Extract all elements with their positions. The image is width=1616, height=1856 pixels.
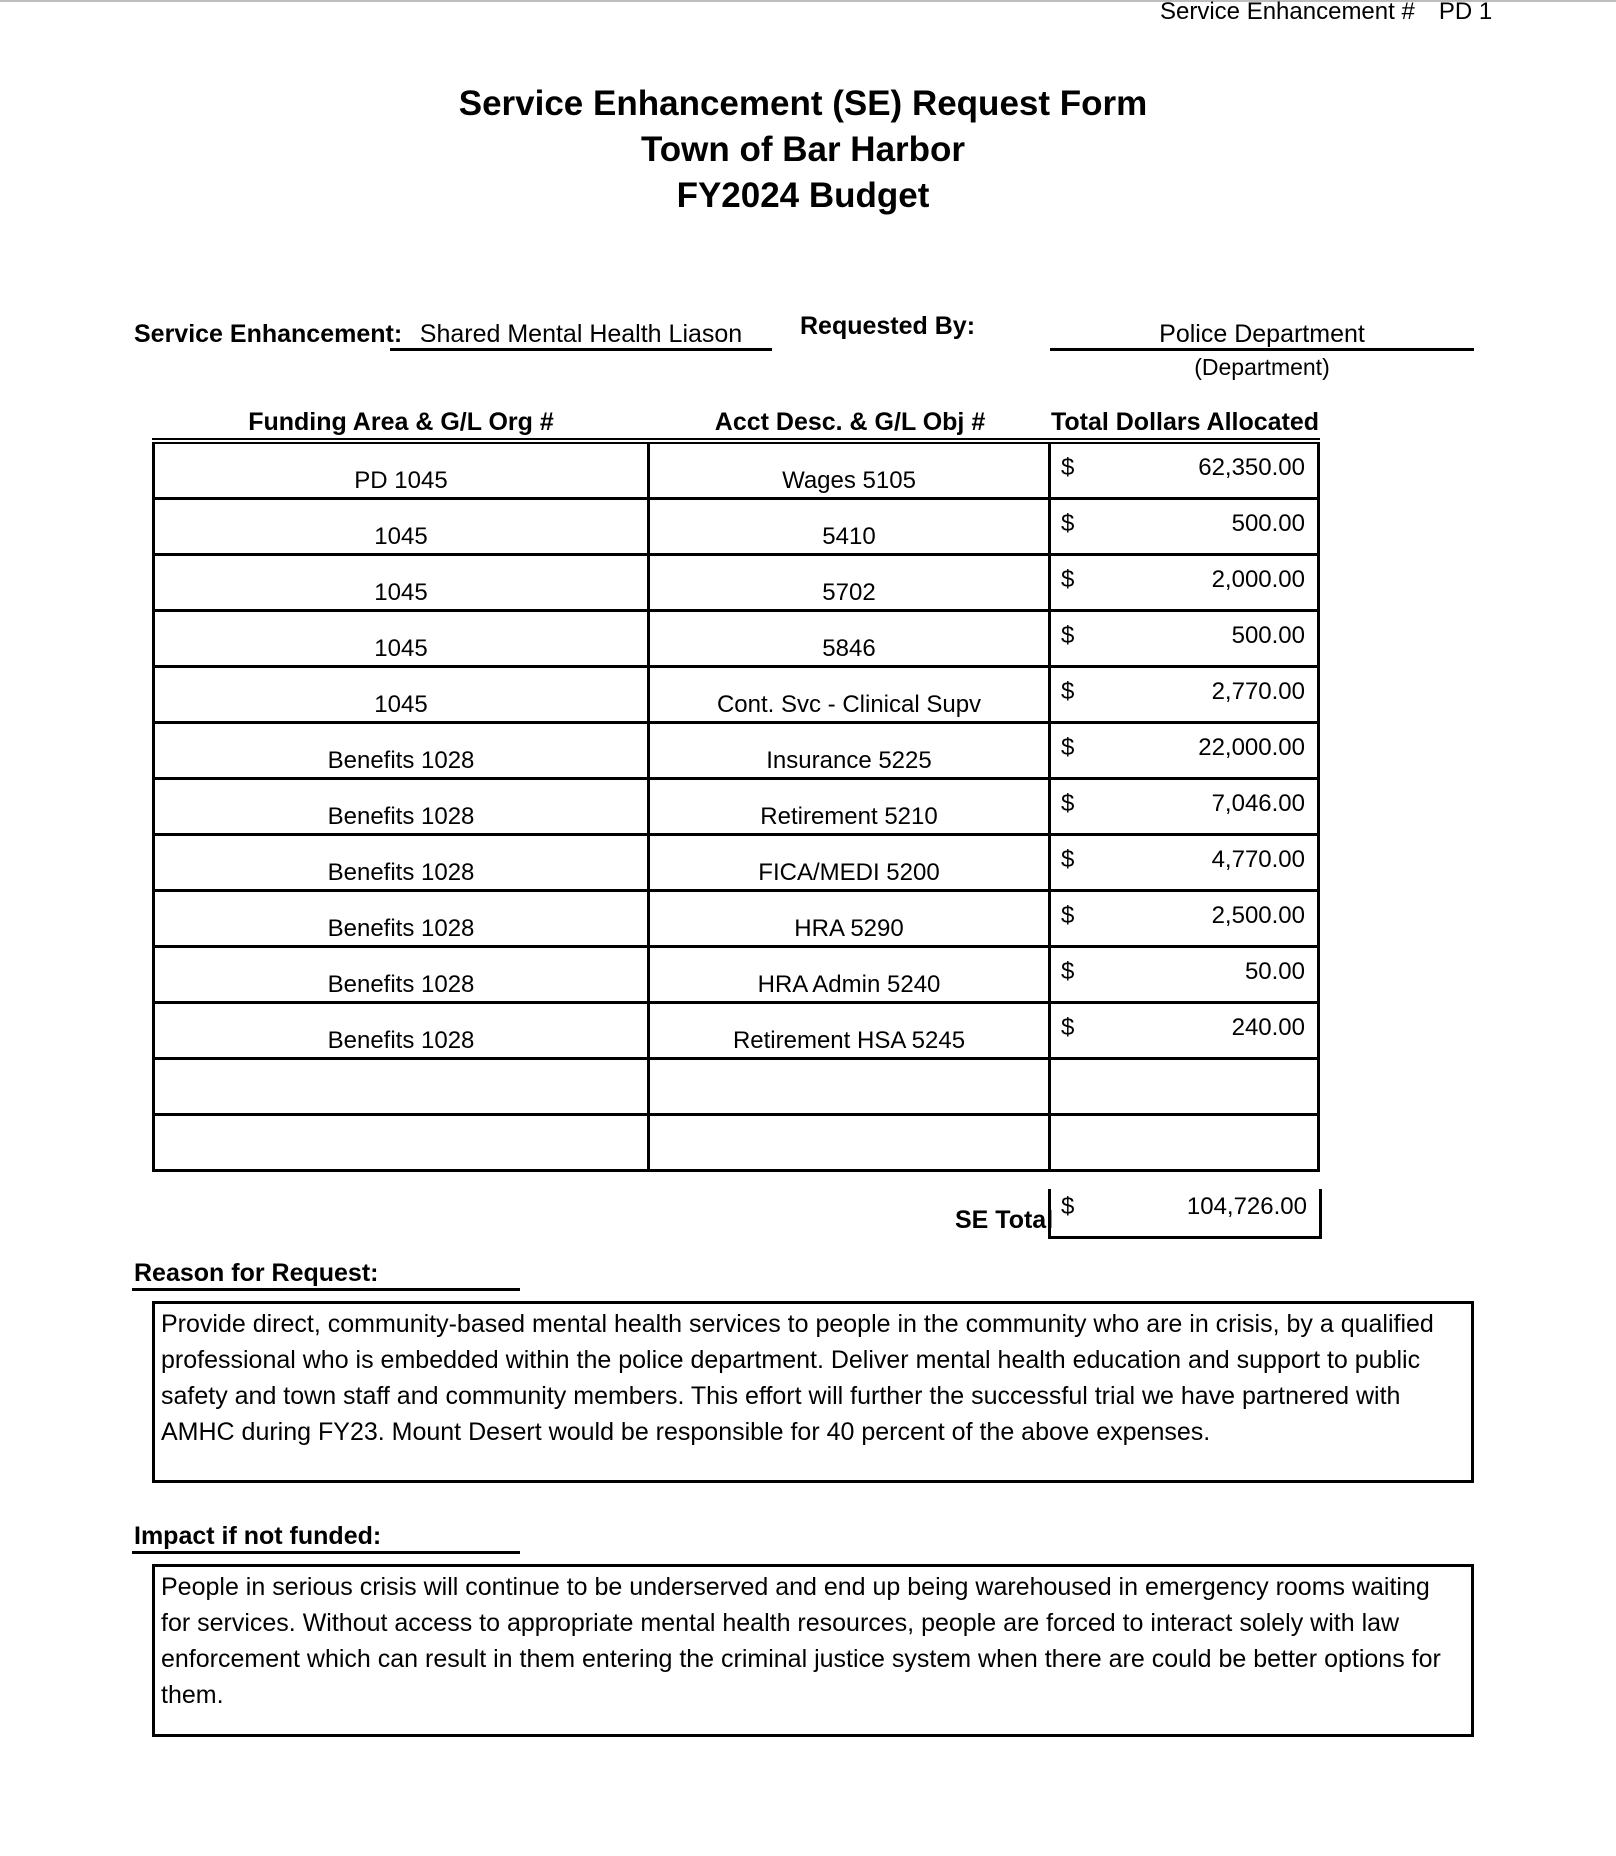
amount-value: 50.00 [1244,958,1305,985]
amount-cell [1050,723,1319,779]
table-row [154,835,1319,891]
table-row [154,723,1319,779]
funding-area-cell [154,1115,649,1171]
department-caption: (Department) [1194,354,1330,380]
table-row [154,1003,1319,1059]
se-total-label: SE Total [955,1206,1054,1234]
reason-label-underline [132,1288,520,1291]
amount-cell [1050,835,1319,891]
acct-desc-cell: Wages 5105 [649,441,1050,499]
reason-label: Reason for Request: [134,1259,379,1287]
currency-symbol: $ [1061,1014,1075,1041]
amount-cell [1050,779,1319,835]
budget-table [152,438,1320,1172]
amount-cell [1050,1115,1319,1171]
amount-value: 2,770.00 [1211,678,1305,705]
acct-desc-cell [649,1115,1050,1171]
funding-area-cell: 1045 [154,499,649,555]
table-row [154,441,1319,499]
currency-symbol: $ [1061,846,1075,873]
requested-by-label: Requested By: [800,312,976,340]
currency-symbol: $ [1061,734,1075,761]
acct-desc-cell: HRA 5290 [649,891,1050,947]
funding-area-cell [154,1059,649,1115]
amount-cell [1050,667,1319,723]
funding-area-cell: Benefits 1028 [154,835,649,891]
table-row [154,555,1319,611]
amount-cell [1050,611,1319,667]
col-header-total-dollars: Total Dollars Allocated [1050,408,1320,436]
amount-value: 500.00 [1231,622,1305,649]
currency-symbol: $ [1061,902,1075,929]
amount-value: 2,000.00 [1211,566,1305,593]
acct-desc-cell: FICA/MEDI 5200 [649,835,1050,891]
funding-area-cell: Benefits 1028 [154,723,649,779]
se-number [1160,0,1492,26]
funding-area-cell: Benefits 1028 [154,1003,649,1059]
impact-label-underline [132,1551,520,1554]
amount-value: 240.00 [1231,1014,1305,1041]
currency-symbol: $ [1061,622,1075,649]
currency-symbol: $ [1061,958,1075,985]
currency-symbol: $ [1061,790,1075,817]
se-number-value: PD 1 [1438,0,1493,25]
funding-area-cell: Benefits 1028 [154,779,649,835]
amount-value: 4,770.00 [1211,846,1305,873]
service-enhancement-underline [390,348,772,351]
service-enhancement-value: Shared Mental Health Liason [419,320,743,348]
amount-cell [1050,891,1319,947]
table-row [154,947,1319,1003]
funding-area-cell: Benefits 1028 [154,891,649,947]
amount-cell [1050,1059,1319,1115]
currency-symbol: $ [1061,566,1075,593]
funding-area-cell: 1045 [154,555,649,611]
table-row [154,891,1319,947]
service-enhancement-label: Service Enhancement: [134,320,403,348]
amount-value: 22,000.00 [1198,734,1305,761]
currency-symbol: $ [1061,1193,1075,1220]
town-name: Town of Bar Harbor [640,130,966,169]
table-row [154,779,1319,835]
impact-text-box: People in serious crisis will continue to be underserved and end up being warehoused in emergency rooms waiting for services. Without access to appropriate mental health resources, people are forced to interact solely with law enforcement which can result in them entering the criminal justice system when there are could be better options for them. [152,1564,1474,1737]
reason-text-box: Provide direct, community-based mental health services to people in the community who are in crisis, by a qualified professional who is embedded within the police department. Deliver mental health education and support to public safety and town staff and community members. This effort will further the successful trial we have partnered with AMHC during FY23. Mount Desert would be responsible for 40 percent of the above expenses. [152,1301,1474,1483]
amount-cell [1050,947,1319,1003]
amount-value: 62,350.00 [1198,454,1305,481]
table-row [154,667,1319,723]
amount-cell [1050,555,1319,611]
requested-by-underline [1050,348,1474,351]
amount-value: 2,500.00 [1211,902,1305,929]
acct-desc-cell: 5846 [649,611,1050,667]
funding-area-cell: Benefits 1028 [154,947,649,1003]
amount-value: 7,046.00 [1211,790,1305,817]
funding-area-cell: 1045 [154,611,649,667]
amount-cell [1050,499,1319,555]
funding-area-cell: PD 1045 [154,441,649,499]
form-title: Service Enhancement (SE) Request Form [458,84,1148,123]
se-total-cell [1048,1189,1322,1239]
se-total-amount: 104,726.00 [1186,1193,1307,1220]
table-row [154,1059,1319,1115]
impact-label: Impact if not funded: [134,1522,382,1550]
budget-year: FY2024 Budget [676,176,930,215]
col-header-funding-area: Funding Area & G/L Org # [248,408,554,436]
requested-by-value: Police Department [1159,320,1365,348]
acct-desc-cell [649,1059,1050,1115]
acct-desc-cell: HRA Admin 5240 [649,947,1050,1003]
table-row [154,1115,1319,1171]
funding-area-cell: 1045 [154,667,649,723]
acct-desc-cell: 5702 [649,555,1050,611]
amount-value: 500.00 [1231,510,1305,537]
amount-cell [1050,1003,1319,1059]
currency-symbol: $ [1061,678,1075,705]
amount-cell [1050,441,1319,499]
currency-symbol: $ [1061,454,1075,481]
acct-desc-cell: Retirement 5210 [649,779,1050,835]
table-row [154,499,1319,555]
col-header-acct-desc: Acct Desc. & G/L Obj # [714,408,986,436]
acct-desc-cell: 5410 [649,499,1050,555]
acct-desc-cell: Insurance 5225 [649,723,1050,779]
currency-symbol: $ [1061,510,1075,537]
table-row [154,611,1319,667]
acct-desc-cell: Retirement HSA 5245 [649,1003,1050,1059]
se-number-label: Service Enhancement # [1160,0,1415,25]
acct-desc-cell: Cont. Svc - Clinical Supv [649,667,1050,723]
